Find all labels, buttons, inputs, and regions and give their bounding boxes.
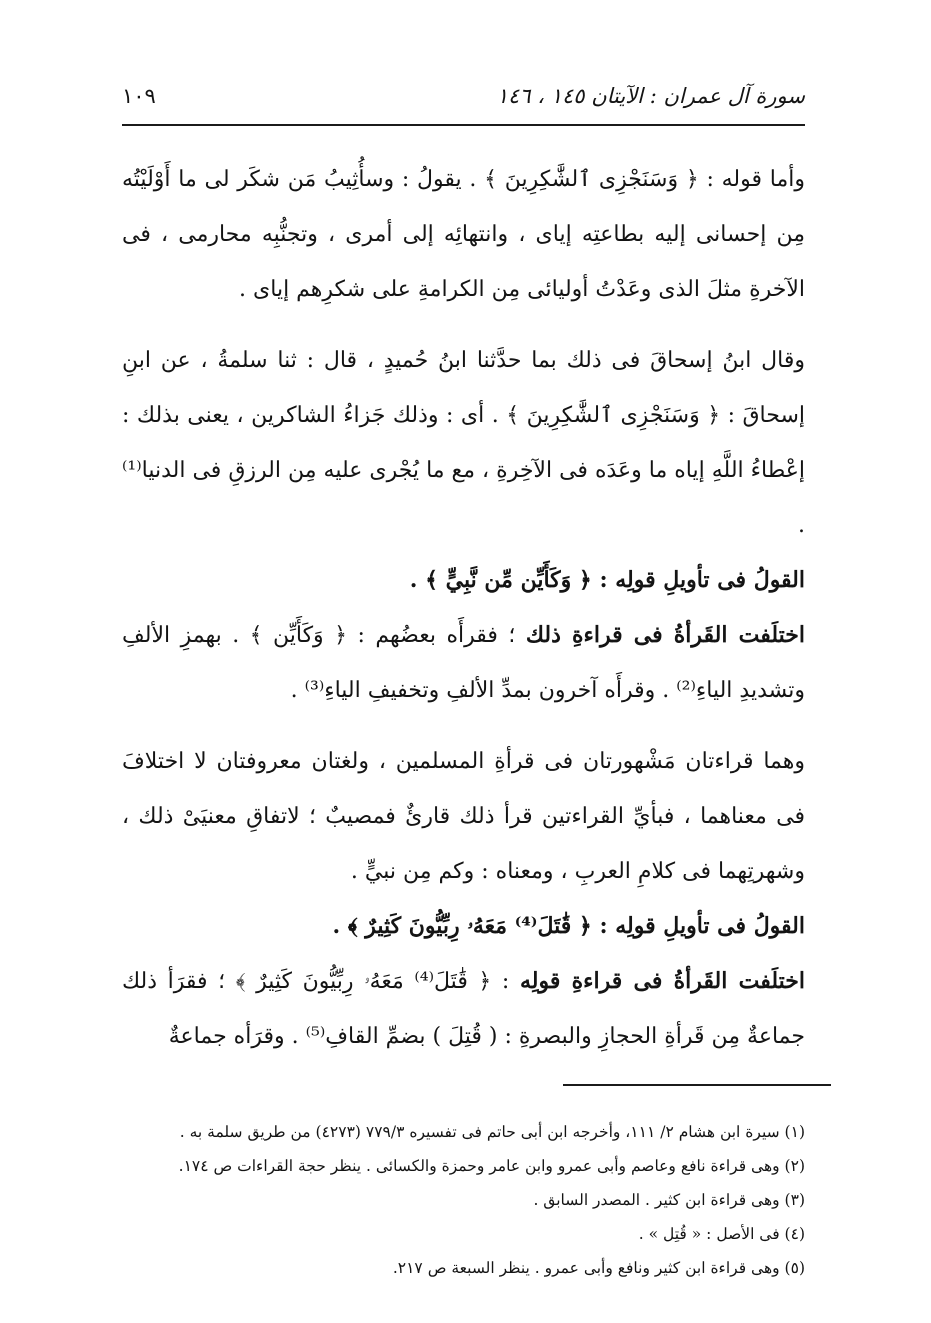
paragraph-5-lead: اختلَفت القَرأةُ فى قراءةِ قولِه [519,968,805,994]
section-heading-2: القولُ فى تأويلِ قولِه : ﴿ قَٰتَلَ⁽⁴⁾ مَعَهُۥ رِبِّيُّونَ كَثِيرٌ ﴾ . [332,913,805,939]
paragraph-1: وأما قوله : ﴿ وَسَنَجْزِى ٱلشَّٰكِرِينَ ﴾ . يقولُ : وسأُثِيبُ مَن شكَر لى ما أَوْلَيْتُه مِن إحسانى إليه بطاعتِه إياى ، وانتهائِه إلى أمرى ، وتجنُّبِه محارمى ، فى الآخرةِ مثلَ الذى وعَدْتُ أوليائى مِن الكرامةِ على شكرِهم إياى . [122,167,805,302]
page-number: ١٠٩ [122,84,156,108]
running-header [122,78,805,126]
paragraph-5-rest: : ﴿ قَٰتَلَ⁽⁴⁾ مَعَهُۥ رِبِّيُّونَ كَثِيرٌ ﴾ ؛ فقرَأ ذلك جماعةٌ مِن قَرأةِ الحجازِ والبصرةِ : ( قُتِلَ ) بضمِّ القافِ⁽⁵⁾ . وقرَأه جماعةٌ [122,969,805,1049]
paragraph-3 [122,608,805,718]
paragraph-2: وقال ابنُ إسحاقَ فى ذلك بما حدَّثنا ابنُ حُميدٍ ، قال : ثنا سلمةُ ، عن ابنِ إسحاقَ : ﴿ وَسَنَجْزِى ٱلشَّٰكِرِينَ ﴾ . أى : وذلك جَزاءُ الشاكرين ، يعنى بذلك : إعْطاءُ اللَّهِ إياه ما وعَدَه فى الآخِرةِ ، مع ما يُجْرى عليه مِن الرزقِ فى الدنيا⁽¹⁾ . [122,348,805,538]
footnote-5: (٥) وهى قراءة ابن كثير ونافع وأبى عمرو . ينظر السبعة ص ٢١٧. [392,1259,805,1277]
main-text [122,152,805,1064]
running-title: سورة آل عمران : الآيتان ١٤٥ ، ١٤٦ [496,84,805,108]
paragraph-5 [122,954,805,1064]
paragraph-3-lead: اختلَفت القَرأةُ فى قراءةِ ذلك [525,622,805,648]
footnotes [122,1115,805,1285]
paragraph-4: وهما قراءتان مَشْهورتان فى قرأةِ المسلمين ، ولغتان معروفتان لا اختلافَ فى معناهما ، فبأيِّ القراءتين قرأ ذلك قارئٌ فمصيبٌ ؛ لاتفاقِ معنيَىْ ذلك ، وشهرتِهما فى كلامِ العربِ ، ومعناه : وكم مِن نبيٍّ . [122,749,805,884]
paragraph-3-rest: ؛ فقرأَه بعضُهم : ﴿ وَكَأَيِّن ﴾ . بهمزِ الألفِ وتشديدِ الياءِ⁽²⁾ . وقرأَه آخرون بمدِّ الألفِ وتخفيفِ الياءِ⁽³⁾ . [122,623,805,703]
footnote-divider [563,1084,831,1086]
footnote-1: (١) سيرة ابن هشام ٢/ ١١١، وأخرجه ابن أبى حاتم فى تفسيره ٧٧٩/٣ (٤٢٧٣) من طريق سلمة به . [179,1123,805,1141]
footnote-2: (٢) وهى قراءة نافع وعاصم وأبى عمرو وابن عامر وحمزة والكسائى . ينظر حجة القراءات ص ١٧٤. [178,1157,805,1175]
footnote-4: (٤) فى الأصل : « قُتِل » . [638,1225,805,1243]
section-heading-1: القولُ فى تأويلِ قولِه : ﴿ وَكَأَيِّن مِّن نَّبِيٍّ ﴾ . [409,567,805,593]
footnote-3: (٣) وهى قراءة ابن كثير . المصدر السابق . [533,1191,805,1209]
